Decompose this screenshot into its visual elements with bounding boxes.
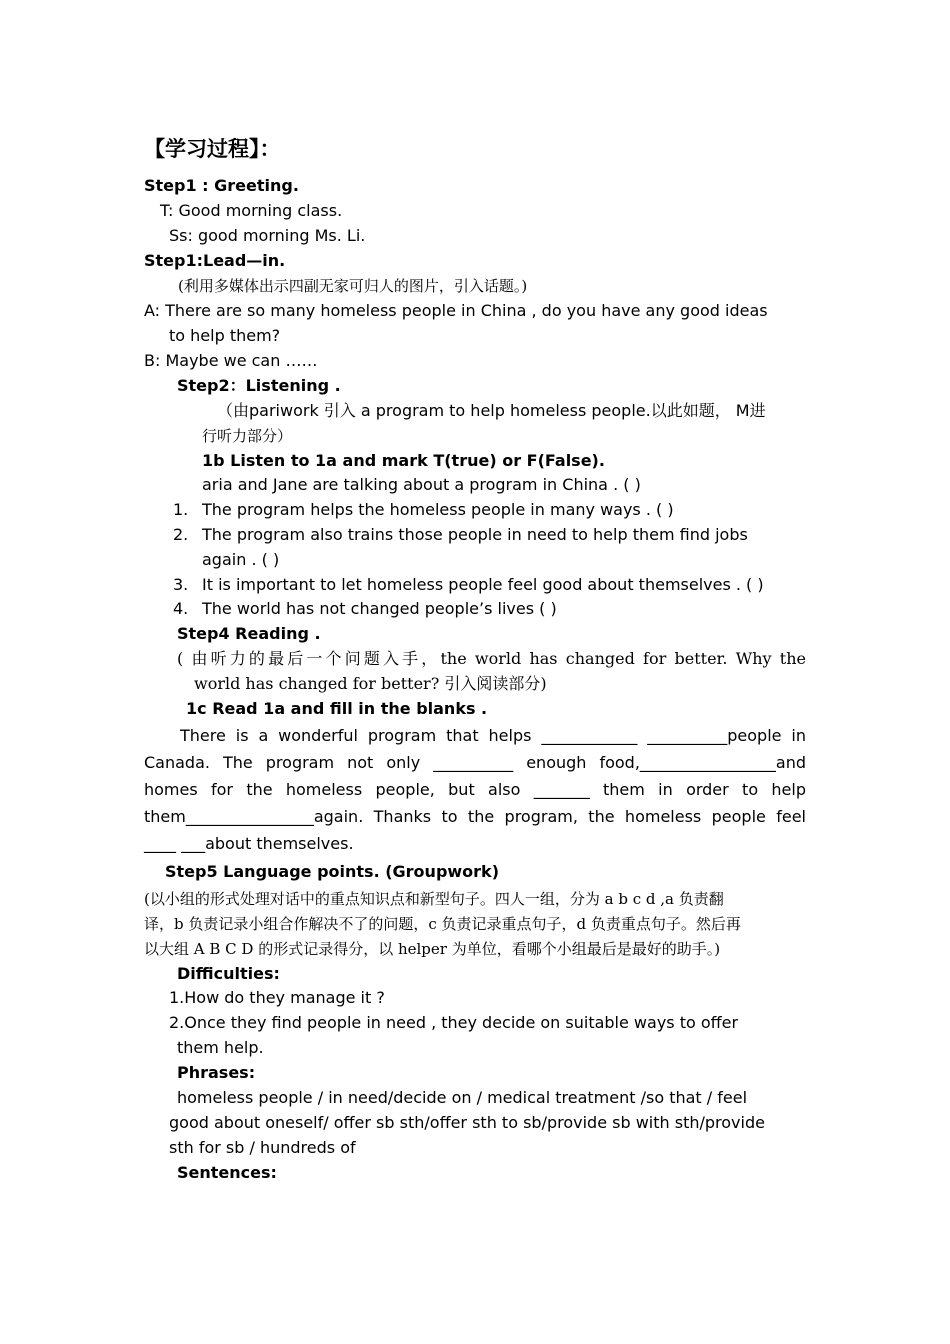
step2-title: Step2：Listening .	[177, 376, 341, 395]
sentences-title: Sentences:	[177, 1163, 277, 1182]
step4-title: Step4 Reading .	[177, 624, 321, 643]
list-item: again . ( )	[202, 550, 280, 569]
phrase-line: homeless people / in need/decide on / medical treatment /so that / feel	[177, 1088, 748, 1107]
difficulty-line: them help.	[177, 1038, 264, 1057]
step5-title: Step5 Language points. (Groupwork)	[165, 862, 500, 881]
step5-note: (以小组的形式处理对话中的重点知识点和新型句子。四人一组，分为 a b c d ,a 负责翻	[144, 890, 724, 908]
list-item: The program also trains those people in need to help them find jobs	[202, 525, 748, 544]
step4-task: 1c Read 1a and fill in the blanks .	[186, 699, 488, 718]
step2-task: 1b Listen to 1a and mark T(true) or F(False).	[202, 451, 605, 470]
dialogue-line: to help them?	[169, 326, 281, 345]
step2-note: （由pariwork 引入 a program to help homeless people.以此如题， M进	[217, 401, 766, 420]
step4-note: world has changed for better? 引入阅读部分)	[194, 674, 547, 693]
step1-greeting-title: Step1 : Greeting.	[144, 176, 299, 195]
passage-line: homes for the homeless people, but also _______ them in order to help	[144, 780, 806, 799]
lead-note: (利用多媒体出示四副无家可归人的图片，引入话题。)	[178, 277, 528, 295]
difficulties-title: Difficulties:	[177, 964, 280, 983]
item-number: 2.	[173, 525, 189, 544]
step5-note: 译，b 负责记录小组合作解决不了的问题，c 负责记录重点句子，d 负责重点句子。然后再	[144, 915, 741, 933]
dialogue-line: B: Maybe we can ……	[144, 351, 318, 370]
step5-note: 以大组 A B C D 的形式记录得分，以 helper 为单位，看哪个小组最后是最好的助手。)	[144, 940, 721, 958]
step2-intro: aria and Jane are talking about a program in China . ( )	[202, 475, 641, 494]
passage-line: Canada. The program not only __________ enough food,_________________and	[144, 753, 806, 772]
phrase-line: sth for sb / hundreds of	[169, 1138, 356, 1157]
difficulty-line: 2.Once they find people in need , they decide on suitable ways to offer	[169, 1013, 739, 1032]
difficulty-line: 1.How do they manage it ?	[169, 988, 385, 1007]
item-number: 4.	[173, 599, 189, 618]
section-heading: 【学习过程】：	[144, 136, 281, 161]
step2-note: 行听力部分）	[202, 427, 293, 445]
list-item: It is important to let homeless people feel good about themselves . ( )	[202, 575, 764, 594]
greeting-line: Ss: good morning Ms. Li.	[169, 226, 366, 245]
item-number: 3.	[173, 575, 189, 594]
passage-line: There is a wonderful program that helps ____________ __________people in	[180, 726, 806, 745]
list-item: The program helps the homeless people in many ways . ( )	[202, 500, 674, 519]
dialogue-line: A: There are so many homeless people in China , do you have any good ideas	[144, 301, 768, 320]
phrases-title: Phrases:	[177, 1063, 256, 1082]
passage-line: them________________again. Thanks to the program, the homeless people feel	[144, 807, 806, 826]
step1-lead-title: Step1:Lead—in.	[144, 251, 286, 270]
phrase-line: good about oneself/ offer sb sth/offer sth to sb/provide sb with sth/provide	[169, 1113, 765, 1132]
step4-note: ( 由听力的最后一个问题入手，the world has changed for better. Why the	[177, 649, 806, 668]
passage-line: ____ ___about themselves.	[144, 834, 354, 853]
item-number: 1.	[173, 500, 189, 519]
greeting-line: T: Good morning class.	[160, 201, 343, 220]
list-item: The world has not changed people’s lives ( )	[202, 599, 557, 618]
